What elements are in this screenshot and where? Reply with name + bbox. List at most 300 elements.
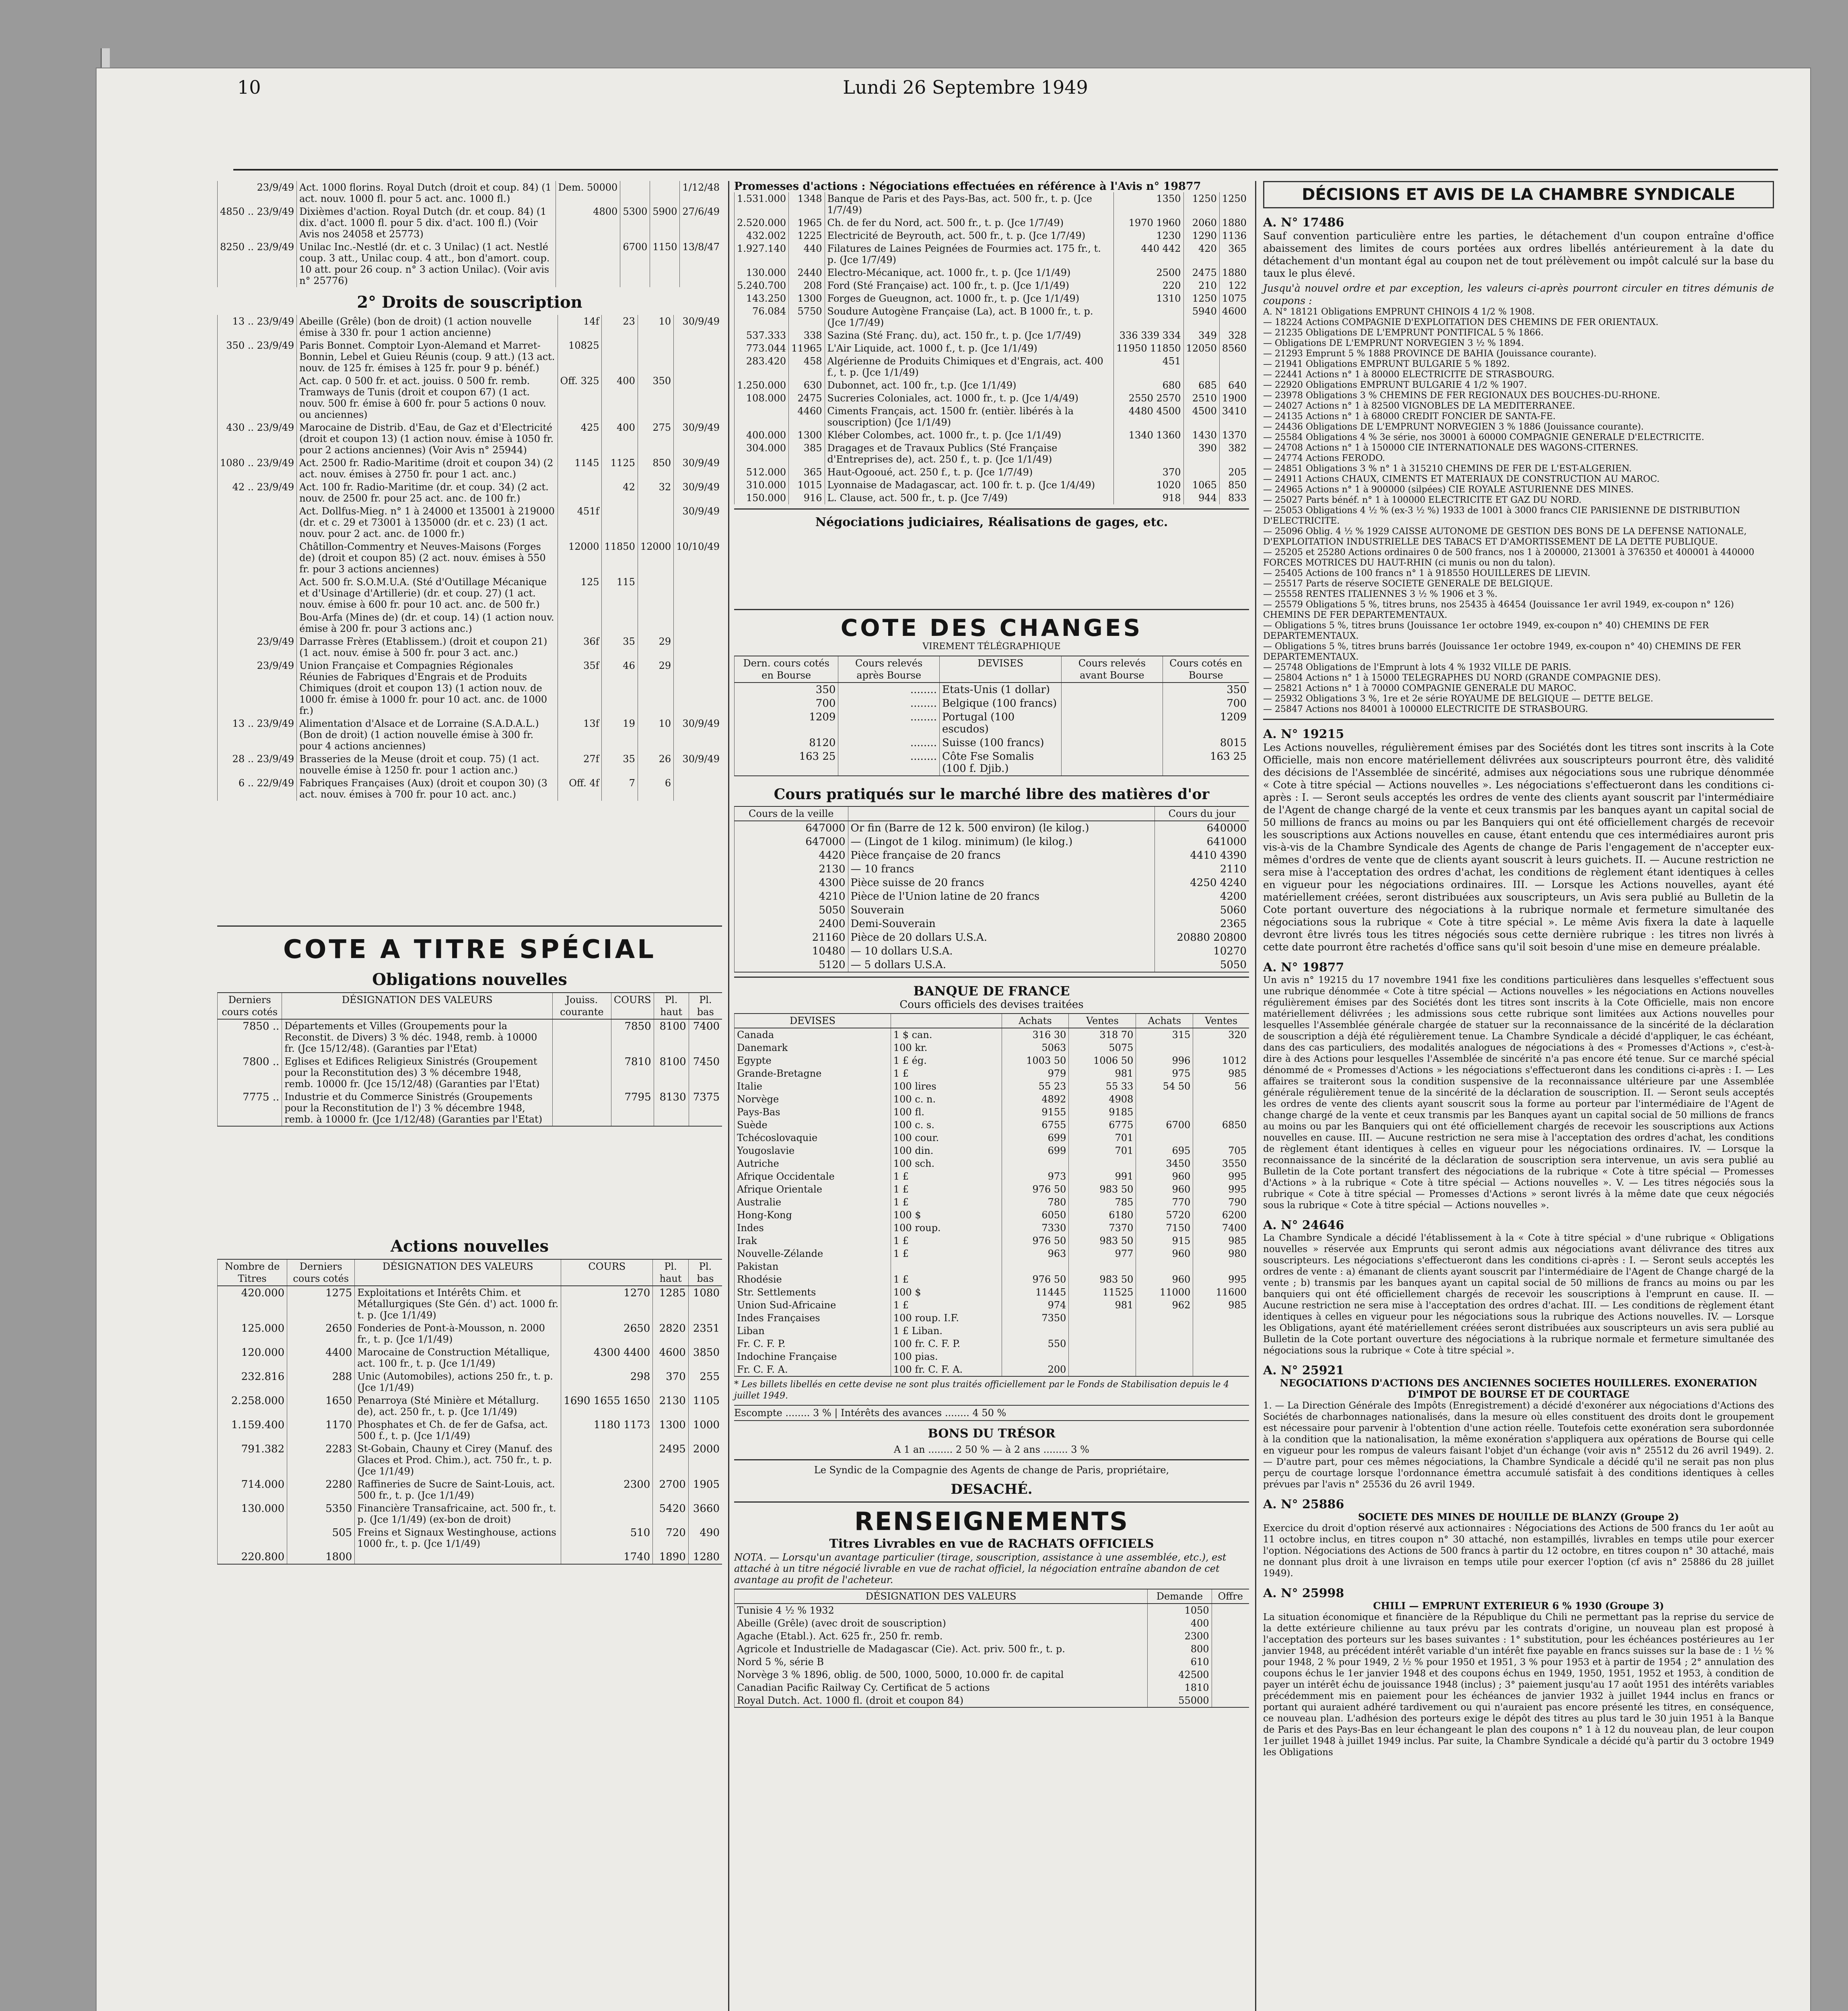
- table-cell: 701: [1069, 1144, 1136, 1157]
- table-cell: 2060: [1183, 216, 1219, 229]
- table-cell: Electro-Mécanique, act. 1000 fr., t. p. (Jce 1/1/49): [825, 266, 1114, 279]
- list-item: — 25804 Actions n° 1 à 15000 TELEGRAPHES DU NORD (GRANDE COMPAGNIE DES).: [1263, 673, 1661, 683]
- table-cell: 6700: [620, 241, 650, 287]
- table-cell: 30/9/49: [674, 753, 722, 777]
- table-cell: [1114, 442, 1183, 466]
- table-cell: 349: [1183, 329, 1219, 342]
- table-cell: Tunisie 4 ½ % 1932: [735, 1604, 1148, 1617]
- table-row: [218, 753, 722, 777]
- table-cell: Bou-Arfa (Mines de) (dr. et coup. 14) (1 action nouv. émise à 200 fr. pour 3 actions anc.): [297, 611, 558, 635]
- col-header: Ventes: [1193, 1014, 1249, 1028]
- syndic-line: Le Syndic de la Compagnie des Agents de change de Paris, propriétaire,: [814, 1464, 1169, 1476]
- table-cell: 6850: [1193, 1119, 1249, 1131]
- table-row: [218, 1442, 722, 1478]
- table-cell: 440 442: [1114, 242, 1183, 266]
- table-row: [735, 1694, 1249, 1707]
- table-cell: 850: [1219, 479, 1249, 491]
- table-cell: 370: [653, 1370, 688, 1394]
- table-cell: 19: [602, 717, 638, 753]
- table-row: [735, 1119, 1249, 1131]
- table-cell: Demi-Souverain: [848, 917, 1155, 931]
- table-cell: 1/12/48: [680, 181, 722, 205]
- table-cell: 4460: [789, 405, 825, 429]
- table-cell: 991: [1069, 1170, 1136, 1183]
- or-title: Cours pratiqués sur le marché libre des matières d'or: [774, 786, 1210, 803]
- table-cell: 1250: [1219, 192, 1249, 216]
- table-cell: 328: [1219, 329, 1249, 342]
- or-table: [734, 806, 1249, 973]
- column-1: [217, 181, 722, 1565]
- table-cell: 2510: [1183, 392, 1219, 405]
- table-cell: 2365: [1155, 917, 1249, 931]
- table-row: [735, 1363, 1249, 1376]
- table-cell: 833: [1219, 491, 1249, 504]
- table-row: [735, 1337, 1249, 1350]
- table-cell: 1900: [1219, 392, 1249, 405]
- table-cell: Act. cap. 0 500 fr. et act. jouiss. 0 500 fr. remb. Tramways de Tunis (droit et coupon 67) (1 act. nouv. 500 fr. émise à 600 fr. pour 5 actions 0 nouv. ou anciennes): [297, 374, 558, 421]
- table-row: [735, 917, 1249, 931]
- table-cell: 400: [1148, 1617, 1212, 1630]
- table-cell: 1880: [1219, 266, 1249, 279]
- table-cell: 4210: [735, 890, 848, 903]
- escompte-line: Escompte ........ 3 % | Intérêts des avances ........ 4 50 %: [734, 1405, 1249, 1421]
- table-cell: 976 50: [1002, 1234, 1069, 1247]
- table-cell: 3550: [1193, 1157, 1249, 1170]
- table-cell: 1905: [688, 1478, 722, 1502]
- table-cell: 338: [789, 329, 825, 342]
- table-cell: 630: [789, 379, 825, 392]
- table-cell: 350 .. 23/9/49: [218, 339, 297, 374]
- table-row: [218, 241, 722, 287]
- table-cell: 54 50: [1136, 1080, 1193, 1093]
- table-row: [735, 1183, 1249, 1196]
- table-cell: 700: [1163, 697, 1249, 710]
- table-cell: 12050: [1183, 342, 1219, 355]
- table-cell: 1 £: [891, 1234, 1002, 1247]
- table-cell: 8100: [654, 1019, 689, 1055]
- table-cell: 1350: [1114, 192, 1183, 216]
- table-cell: 350: [638, 374, 673, 421]
- table-row: [735, 1286, 1249, 1299]
- table-cell: 2283: [287, 1442, 355, 1478]
- table-row: [735, 429, 1249, 442]
- table-cell: 550: [1002, 1337, 1069, 1350]
- table-cell: Canada: [735, 1028, 891, 1041]
- table-cell: 1075: [1219, 292, 1249, 305]
- table-cell: 1136: [1219, 229, 1249, 242]
- table-cell: [674, 635, 722, 659]
- list-item: — 25096 Oblig. 4 ½ % 1929 CAISSE AUTONOME DE GESTION DES BONS DE LA DEFENSE NATIONALE, D'EXPLOITATION INDUSTRIELLE DES TABACS ET D'AMORTISSEMENT DE LA DETTE PUBLIQUE.: [1263, 526, 1747, 547]
- table-cell: Belgique (100 francs): [939, 697, 1061, 710]
- table-row: [735, 931, 1249, 944]
- table-cell: [1069, 1363, 1136, 1376]
- table-cell: ........: [838, 750, 940, 776]
- table-cell: 220: [1114, 279, 1183, 292]
- col-header: [848, 806, 1155, 821]
- table-cell: Algérienne de Produits Chimiques et d'Engrais, act. 400 f., t. p. (Jce 1/1/49): [825, 355, 1114, 379]
- table-row: [218, 181, 722, 205]
- table-cell: 5050: [1155, 958, 1249, 972]
- table-cell: Act. 1000 florins. Royal Dutch (droit et coup. 84) (1 act. nouv. 1000 fl. pour 5 act. anc. 1000 fl.): [297, 181, 556, 205]
- table-cell: [1136, 1131, 1193, 1144]
- table-cell: Pièce de l'Union latine de 20 francs: [848, 890, 1155, 903]
- table-cell: 640: [1219, 379, 1249, 392]
- table-cell: 1690 1655 1650: [561, 1394, 653, 1418]
- renseignements-title: RENSEIGNEMENTS: [854, 1507, 1129, 1536]
- table-cell: [1212, 1668, 1249, 1681]
- table-cell: 1370: [1219, 429, 1249, 442]
- table-cell: [674, 659, 722, 717]
- avis-text: Un avis n° 19215 du 17 novembre 1941 fixe les conditions particulières dans lesquelles s'effectuent sous une rubrique dénommée « Cote à titre spécial — Actions nouvelles » les négociations en Actions nouvelles régulièrement émises par des Sociétés dont les titres sont inscrits à la Cote Officielle, mais non encore matériellement délivrées ; les admissions sous cette rubrique sont limitées aux Actions nouvelles pour lesquelles l'Assemblée générale chargée de statuer sur la reconnaissance de la sincérité de la déclaration de souscription a déjà été régulièrement tenue. La Chambre Syndicale a décidé d'appliquer, le cas échéant, dans des cas particuliers, des modalités analogues de négociations à des « Promesses d'Actions », c'est-à-dire à des Actions pour lesquelles l'Assemblée de sincérité n'a pas encore été tenue. Sur ce marché spécial dénommé de « Promesses d'Actions » les négociations s'effectueront dans les conditions ci-après : I. — Les affaires se traiteront sous la condition suspensive de la reconnaissance ultérieure par une Assemblée générale régulièrement tenue de la sincérité de la déclaration de souscription. II. — Seront seuls acceptés les ordres de vente des clients ayant souscrit sous la forme au porteur par l'intermédiaire de l'Agent de change chargé de la vente et ceux transmis par les Banques ayant un capital social de 50 millions de francs au moins ou par les Banquiers qui ont été officiellement chargés de recevoir les souscriptions aux Actions nouvelles en cause. III. — Aucune restriction ne sera mise à l'acceptation des ordres d'achat, les conditions de règlement étant identiques à celles en vigueur pour les négociations ordinaires. IV. — Lorsque la reconnaissance de la sincérité de la déclaration de souscription sera intervenue, un avis sera publié au Bulletin de la Cote portant transfert des négociations de la rubrique « Cote à titre spécial — Promesses d'Actions » à la rubrique « Cote à titre spécial — Actions nouvelles ». V. — Les titres négociés sous la rubrique « Cote à titre spécial — Promesses d'Actions » seront livrés à la même date que ceux négociés sous la rubrique « Cote à titre spécial — Actions nouvelles ».: [1263, 975, 1774, 1211]
- table-cell: 23: [602, 315, 638, 339]
- table-row: [218, 717, 722, 753]
- table-row: [218, 505, 722, 540]
- table-row: [735, 862, 1249, 876]
- table-row: [735, 1681, 1249, 1694]
- avis-heading: CHILI — EMPRUNT EXTERIEUR 6 % 1930 (Groupe 3): [1373, 1600, 1664, 1612]
- table-row: [218, 576, 722, 611]
- table-row: [218, 1346, 722, 1370]
- table-cell: Lyonnaise de Madagascar, act. 100 fr. t. p. (Jce 1/4/49): [825, 479, 1114, 491]
- table-cell: 7375: [689, 1090, 722, 1126]
- table-cell: 4400: [287, 1346, 355, 1370]
- table-row: [735, 405, 1249, 429]
- table-cell: Agricole et Industrielle de Madagascar (Cie). Act. priv. 500 fr., t. p.: [735, 1643, 1148, 1655]
- table-cell: 1 £: [891, 1170, 1002, 1183]
- table-cell: Filatures de Laines Peignées de Fourmies act. 175 fr., t. p. (Jce 1/7/49): [825, 242, 1114, 266]
- table-row: [735, 849, 1249, 862]
- table-cell: [355, 1550, 561, 1564]
- table-cell: 10270: [1155, 944, 1249, 958]
- table-cell: [1062, 750, 1163, 776]
- bdf-note: * Les billets libellés en cette devise ne sont plus traités officiellement par le Fonds de Stabilisation depuis le 4 juillet 1949.: [734, 1380, 1229, 1401]
- table-row: [218, 1055, 722, 1090]
- table-cell: 30/9/49: [674, 505, 722, 540]
- table-cell: 2300: [1148, 1630, 1212, 1643]
- table-cell: [1219, 355, 1249, 379]
- table-cell: 5940: [1183, 305, 1219, 329]
- table-cell: 35f: [558, 659, 602, 717]
- table-cell: 100 $: [891, 1286, 1002, 1299]
- table-row: [735, 958, 1249, 972]
- table-cell: [218, 576, 297, 611]
- table-cell: Union Sud-Africaine: [735, 1299, 891, 1312]
- table-row: [735, 342, 1249, 355]
- list-item: — 21941 Obligations EMPRUNT BULGARIE 5 % 1892.: [1263, 359, 1510, 369]
- table-cell: Alimentation d'Alsace et de Lorraine (S.A.D.A.L.) (Bon de droit) (1 action nouvelle émise à 300 fr. pour 4 actions anciennes): [297, 717, 558, 753]
- table-row: [735, 944, 1249, 958]
- page-header: [141, 72, 1790, 101]
- table-cell: 647000: [735, 835, 848, 849]
- table-cell: Abeille (Grêle) (avec droit de souscription): [735, 1617, 1148, 1630]
- table-cell: 770: [1136, 1196, 1193, 1209]
- table-cell: 4410 4390: [1155, 849, 1249, 862]
- renseignements-subtitle: Titres Livrables en vue de RACHATS OFFICIELS: [829, 1537, 1154, 1551]
- table-cell: Or fin (Barre de 12 k. 500 environ) (le kilog.): [848, 821, 1155, 835]
- table-cell: [638, 576, 673, 611]
- table-cell: 4250 4240: [1155, 876, 1249, 890]
- table-cell: 2475: [1183, 266, 1219, 279]
- table-cell: Brasseries de la Meuse (droit et coup. 75) (1 act. nouvelle émise à 1250 fr. pour 1 action anc.): [297, 753, 558, 777]
- table-row: [735, 1234, 1249, 1247]
- table-cell: 1890: [653, 1550, 688, 1564]
- table-row: [735, 266, 1249, 279]
- table-cell: 2650: [561, 1322, 653, 1346]
- table-cell: [1069, 1312, 1136, 1324]
- table-row: [735, 1144, 1249, 1157]
- table-cell: 1000: [688, 1418, 722, 1442]
- table-cell: 995: [1193, 1273, 1249, 1286]
- table-row: [735, 1054, 1249, 1067]
- table-cell: 974: [1002, 1299, 1069, 1312]
- table-cell: 23/9/49: [218, 181, 297, 205]
- list-item: — 24851 Obligations 3 % n° 1 à 315210 CHEMINS DE FER DE L'EST-ALGERIEN.: [1263, 464, 1632, 474]
- list-item: — 25821 Actions n° 1 à 70000 COMPAGNIE GENERALE DU MAROC.: [1263, 683, 1576, 693]
- table-cell: 1.531.000: [735, 192, 789, 216]
- table-cell: 365: [789, 466, 825, 479]
- table-cell: Danemark: [735, 1041, 891, 1054]
- table-cell: 983 50: [1069, 1273, 1136, 1286]
- table-cell: 100 lires: [891, 1080, 1002, 1093]
- table-cell: 4892: [1002, 1093, 1069, 1106]
- table-cell: 21160: [735, 931, 848, 944]
- table-cell: [1136, 1312, 1193, 1324]
- list-item: — 25748 Obligations de l'Emprunt à lots 4 % 1932 VILLE DE PARIS.: [1263, 662, 1571, 672]
- table-cell: 100 fr. C. F. P.: [891, 1337, 1002, 1350]
- avis-heading: NEGOCIATIONS D'ACTIONS DES ANCIENNES SOCIETES HOUILLERES. EXONERATION D'IMPOT DE BOURSE ET DE COURTAGE: [1280, 1377, 1757, 1400]
- table-cell: Fabriques Françaises (Aux) (droit et coupon 30) (3 act. nouv. émises à 700 fr. pour 10 act. anc.): [297, 777, 558, 801]
- table-cell: 130.000: [218, 1502, 287, 1526]
- table-cell: 1080 .. 23/9/49: [218, 456, 297, 481]
- table-row: [218, 1370, 722, 1394]
- table-cell: 4420: [735, 849, 848, 862]
- table-cell: 318 70: [1069, 1028, 1136, 1041]
- table-cell: 960: [1136, 1183, 1193, 1196]
- table-cell: 42 .. 23/9/49: [218, 481, 297, 505]
- list-item: — 21293 Emprunt 5 % 1888 PROVINCE DE BAHIA (Jouissance courante).: [1263, 349, 1597, 359]
- table-cell: Fonderies de Pont-à-Mousson, n. 2000 fr., t. p. (Jce 1/1/49): [355, 1322, 561, 1346]
- table-cell: Indes: [735, 1221, 891, 1234]
- table-cell: 1209: [1163, 710, 1249, 736]
- table-cell: [1183, 355, 1219, 379]
- table-cell: 10825: [558, 339, 602, 374]
- table-cell: 3660: [688, 1502, 722, 1526]
- table-cell: 76.084: [735, 305, 789, 329]
- table-cell: Off. 4f: [558, 777, 602, 801]
- table-cell: L. Clause, act. 500 fr., t. p. (Jce 7/49): [825, 491, 1114, 504]
- table-row: [735, 835, 1249, 849]
- avis-text: Sauf convention particulière entre les parties, le détachement d'un coupon entraîne d'office abaissement des limites de cours portées aux ordres libellés antérieurement à la date du détachement d'un montant égal au coupon net de tout prélèvement ou impôt calculé sur la base du taux le plus élevé.: [1263, 230, 1774, 279]
- table-cell: 13f: [558, 717, 602, 753]
- table-cell: 512.000: [735, 466, 789, 479]
- table-row: [735, 479, 1249, 491]
- table-cell: Abeille (Grêle) (bon de droit) (1 action nouvelle émise à 330 fr. pour 1 action ancienne): [297, 315, 558, 339]
- table-cell: [735, 405, 789, 429]
- renseignements-note: NOTA. — Lorsqu'un avantage particulier (tirage, souscription, assistance à une assemblée, etc.), est attaché à un titre négocié livrable en vue de rachat officiel, la négociation entraîne abandon de cet avantage au profit de l'acheteur.: [734, 1552, 1227, 1585]
- table-cell: 420: [1183, 242, 1219, 266]
- table-cell: 916: [789, 491, 825, 504]
- column-divider-2: [1255, 181, 1256, 2011]
- table-cell: — 10 dollars U.S.A.: [848, 944, 1155, 958]
- table-row: [218, 421, 722, 456]
- table-cell: Industrie et du Commerce Sinistrés (Groupements pour la Reconstitution de l') 3 % décembre 1948, remb. à 10000 fr. (Jce 1/12/48) (Garanties par l'Etat): [282, 1090, 553, 1126]
- table-cell: 1.927.140: [735, 242, 789, 266]
- table-cell: 11000: [1136, 1286, 1193, 1299]
- table-cell: 1012: [1193, 1054, 1249, 1067]
- table-cell: 4480 4500: [1114, 405, 1183, 429]
- table-cell: [1069, 1350, 1136, 1363]
- table-cell: 1020: [1114, 479, 1183, 491]
- avis-text: Exercice du droit d'option réservé aux actionnaires : Négociations des Actions de 500 francs du 1er août au 11 octobre inclus, en titres coupon n° 30 attaché, non estampillés, livrables en temps utile pour exercer l'option. Négociations des Actions de 500 francs à partir du 12 octobre, en titres coupon n° 30 attaché, mais ne donnant plus droit à une livraison en temps utile pour exercer l'option (cf avis n° 25886 du 28 juillet 1949).: [1263, 1523, 1774, 1579]
- table-cell: 2440: [789, 266, 825, 279]
- table-cell: 3450: [1136, 1157, 1193, 1170]
- column-3: [1263, 181, 1774, 1758]
- table-cell: 995: [1193, 1170, 1249, 1183]
- list-item: — 25584 Obligations 4 % 3e série, nos 30001 à 60000 COMPAGNIE GENERALE D'ELECTRICITE.: [1263, 432, 1704, 442]
- table-cell: [561, 1442, 653, 1478]
- table-cell: 23/9/49: [218, 635, 297, 659]
- table-cell: [1002, 1260, 1069, 1273]
- list-item: — 21235 Obligations DE L'EMPRUNT PONTIFICAL 5 % 1866.: [1263, 328, 1544, 338]
- table-cell: 100 c. s.: [891, 1119, 1002, 1131]
- obligations-title: Obligations nouvelles: [372, 970, 567, 989]
- table-cell: Fr. C. F. A.: [735, 1363, 891, 1376]
- list-item: — 24027 Actions n° 1 à 82500 VIGNOBLES DE LA MEDITERRANEE.: [1263, 401, 1575, 411]
- header-rule: [233, 169, 1778, 171]
- table-cell: 451f: [558, 505, 602, 540]
- table-row: [735, 229, 1249, 242]
- changes-table: [734, 656, 1249, 776]
- actions-nouvelles-title: Actions nouvelles: [390, 1237, 549, 1256]
- table-cell: 680: [1114, 379, 1183, 392]
- table-cell: 275: [638, 421, 673, 456]
- table-cell: 425: [558, 421, 602, 456]
- droits-table: [217, 315, 722, 801]
- table-cell: Irak: [735, 1234, 891, 1247]
- table-cell: 700: [735, 697, 838, 710]
- table-cell: 315: [1136, 1028, 1193, 1041]
- table-cell: 1006 50: [1069, 1054, 1136, 1067]
- column-2: [734, 181, 1249, 1708]
- table-cell: [1193, 1106, 1249, 1119]
- table-cell: 7800 ..: [218, 1055, 282, 1090]
- table-cell: 55 23: [1002, 1080, 1069, 1093]
- list-item: — Obligations DE L'EMPRUNT NORVEGIEN 3 ½ % 1894.: [1263, 338, 1524, 348]
- table-cell: 1230: [1114, 229, 1183, 242]
- table-cell: 35: [602, 753, 638, 777]
- table-cell: [1193, 1093, 1249, 1106]
- list-item: — 18224 Actions COMPAGNIE D'EXPLOITATION DES CHEMINS DE FER ORIENTAUX.: [1263, 317, 1659, 327]
- table-cell: 10/10/49: [674, 540, 722, 576]
- table-cell: 350: [1163, 683, 1249, 697]
- table-cell: 5050: [735, 903, 848, 917]
- table-cell: 30/9/49: [674, 421, 722, 456]
- table-cell: 975: [1136, 1067, 1193, 1080]
- table-cell: [218, 540, 297, 576]
- table-cell: 1225: [789, 229, 825, 242]
- table-row: [735, 379, 1249, 392]
- table-cell: [638, 505, 673, 540]
- table-cell: [1136, 1350, 1193, 1363]
- table-cell: 4600: [1219, 305, 1249, 329]
- table-cell: Unic (Automobiles), actions 250 fr., t. p. (Jce 1/1/49): [355, 1370, 561, 1394]
- table-cell: 5063: [1002, 1041, 1069, 1054]
- table-row: [735, 1299, 1249, 1312]
- table-cell: 100 roup.: [891, 1221, 1002, 1234]
- table-cell: 995: [1193, 1183, 1249, 1196]
- table-row: [218, 481, 722, 505]
- table-cell: 976 50: [1002, 1273, 1069, 1286]
- table-cell: 100 c. n.: [891, 1093, 1002, 1106]
- table-cell: 962: [1136, 1299, 1193, 1312]
- table-row: [218, 1478, 722, 1502]
- table-row: [735, 1196, 1249, 1209]
- table-cell: [1212, 1630, 1249, 1643]
- table-cell: 960: [1136, 1273, 1193, 1286]
- table-cell: [1062, 697, 1163, 710]
- table-row: [735, 216, 1249, 229]
- list-item: — Obligations 5 %, titres bruns (Jouissance 1er octobre 1949, ex-coupon n° 40) CHEMINS DE FER DEPARTEMENTAUX.: [1263, 621, 1709, 641]
- list-item: — 24774 Actions FERODO.: [1263, 453, 1385, 463]
- table-cell: 2000: [688, 1442, 722, 1478]
- table-cell: 28 .. 23/9/49: [218, 753, 297, 777]
- table-cell: Paris Bonnet. Comptoir Lyon-Alemand et Marret-Bonnin, Lebel et Guieu Réunis (coup. 9 att.) (13 act. nouv. de 125 fr. émises à 125 fr. pour 9 p. bénéf.): [297, 339, 558, 374]
- table-cell: 699: [1002, 1131, 1069, 1144]
- table-cell: 10480: [735, 944, 848, 958]
- col-header: [891, 1014, 1002, 1028]
- table-cell: 4800: [556, 205, 620, 241]
- table-cell: Exploitations et Intérêts Chim. et Métallurgiques (Ste Gén. d') act. 1000 fr. t. p. (Jce 1/1/49): [355, 1286, 561, 1322]
- table-cell: 11850: [602, 540, 638, 576]
- table-cell: Indochine Française: [735, 1350, 891, 1363]
- table-cell: 7850 ..: [218, 1019, 282, 1055]
- table-cell: 5350: [287, 1502, 355, 1526]
- table-cell: 385: [789, 442, 825, 466]
- table-cell: 6050: [1002, 1209, 1069, 1221]
- table-cell: Souverain: [848, 903, 1155, 917]
- table-row: [735, 279, 1249, 292]
- table-cell: [218, 374, 297, 421]
- table-cell: 1250: [1183, 292, 1219, 305]
- table-cell: 983 50: [1069, 1234, 1136, 1247]
- table-cell: 960: [1136, 1170, 1193, 1183]
- table-cell: 9185: [1069, 1106, 1136, 1119]
- table-cell: 1080: [688, 1286, 722, 1322]
- judiciaires-title: Négociations judiciaires, Réalisations de gages, etc.: [815, 515, 1168, 529]
- table-cell: 5900: [650, 205, 680, 241]
- table-row: [735, 1041, 1249, 1054]
- table-cell: 1340 1360: [1114, 429, 1183, 442]
- table-cell: 432.002: [735, 229, 789, 242]
- table-cell: 1209: [735, 710, 838, 736]
- table-cell: [602, 611, 638, 635]
- list-item: — 25558 RENTES ITALIENNES 3 ½ % 1906 et 3 %.: [1263, 589, 1498, 599]
- table-cell: 100 $: [891, 1209, 1002, 1221]
- table-row: [735, 442, 1249, 466]
- table-row: [735, 1312, 1249, 1324]
- bdf-title: BANQUE DE FRANCE: [913, 983, 1070, 999]
- table-cell: 7330: [1002, 1221, 1069, 1234]
- actions-nouvelles-table: [217, 1259, 722, 1565]
- table-cell: 7150: [1136, 1221, 1193, 1234]
- cote-changes-title: COTE DES CHANGES: [840, 614, 1143, 642]
- table-row: [218, 1394, 722, 1418]
- table-cell: Dem. 50000: [556, 181, 620, 205]
- table-cell: Tchécoslovaquie: [735, 1131, 891, 1144]
- table-cell: Eglises et Edifices Religieux Sinistrés (Groupement pour la Reconstitution des) 3 % décembre 1948, remb. 10000 fr. (Jce 15/12/48) (Garanties par l'Etat): [282, 1055, 553, 1090]
- col-header: Derniers cours cotés: [287, 1259, 355, 1286]
- table-cell: 980: [1193, 1247, 1249, 1260]
